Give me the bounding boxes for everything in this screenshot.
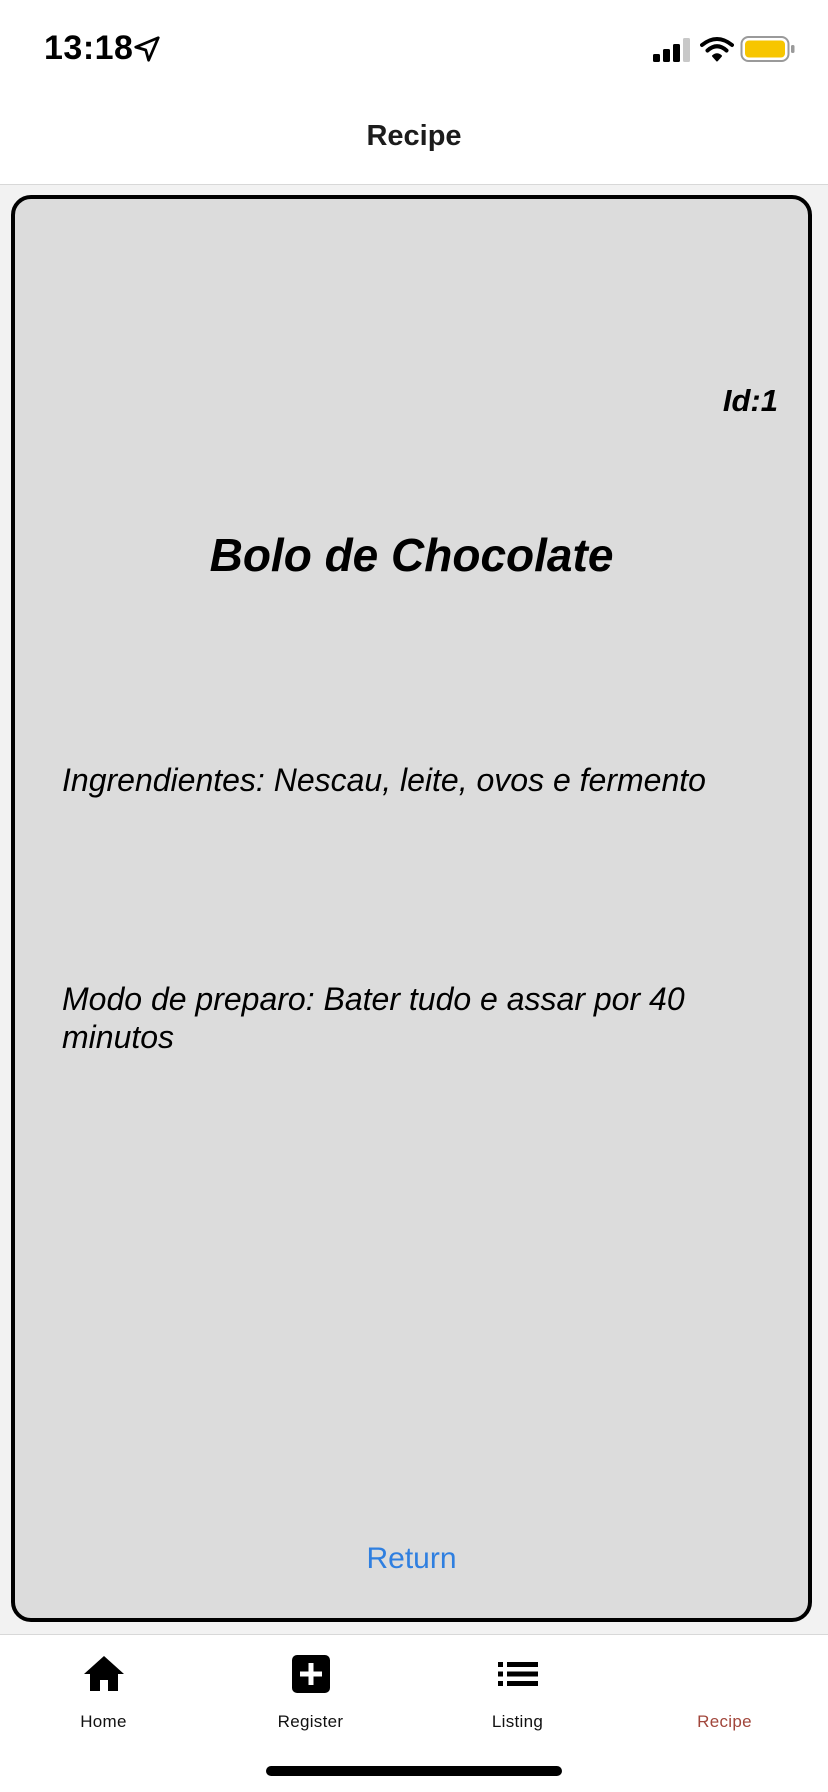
recipe-preparation: Modo de preparo: Bater tudo e assar por 40 minutos — [62, 981, 685, 1055]
tab-register-label: Register — [277, 1712, 344, 1731]
status-bar — [0, 0, 828, 96]
home-indicator — [266, 1766, 562, 1776]
battery-icon — [740, 34, 796, 64]
wifi-icon — [700, 36, 734, 62]
recipe-ingredients: Ingrendientes: Nescau, leite, ovos e fermento — [62, 762, 706, 798]
cellular-signal-icon — [652, 38, 692, 62]
page-title: Recipe — [366, 120, 462, 152]
tab-recipe-label: Recipe — [697, 1712, 752, 1731]
tab-listing[interactable] — [414, 1635, 621, 1745]
status-time: 13:18 — [44, 29, 134, 67]
plus-square-icon — [289, 1653, 333, 1695]
content-area — [0, 185, 828, 1634]
list-icon — [496, 1653, 540, 1695]
recipe-card — [11, 195, 812, 1622]
tab-home[interactable] — [0, 1635, 207, 1745]
recipe-title: Bolo de Chocolate — [209, 529, 614, 581]
recipe-id: Id:1 — [722, 383, 778, 418]
home-icon — [82, 1653, 126, 1695]
tab-register[interactable] — [207, 1635, 414, 1745]
tab-home-label: Home — [80, 1712, 127, 1731]
nav-header — [0, 96, 828, 185]
location-arrow-icon — [132, 34, 162, 64]
tab-listing-label: Listing — [491, 1712, 544, 1731]
tab-recipe[interactable] — [621, 1635, 828, 1745]
return-button-row — [15, 1535, 808, 1583]
return-button[interactable]: Return — [366, 1542, 457, 1575]
